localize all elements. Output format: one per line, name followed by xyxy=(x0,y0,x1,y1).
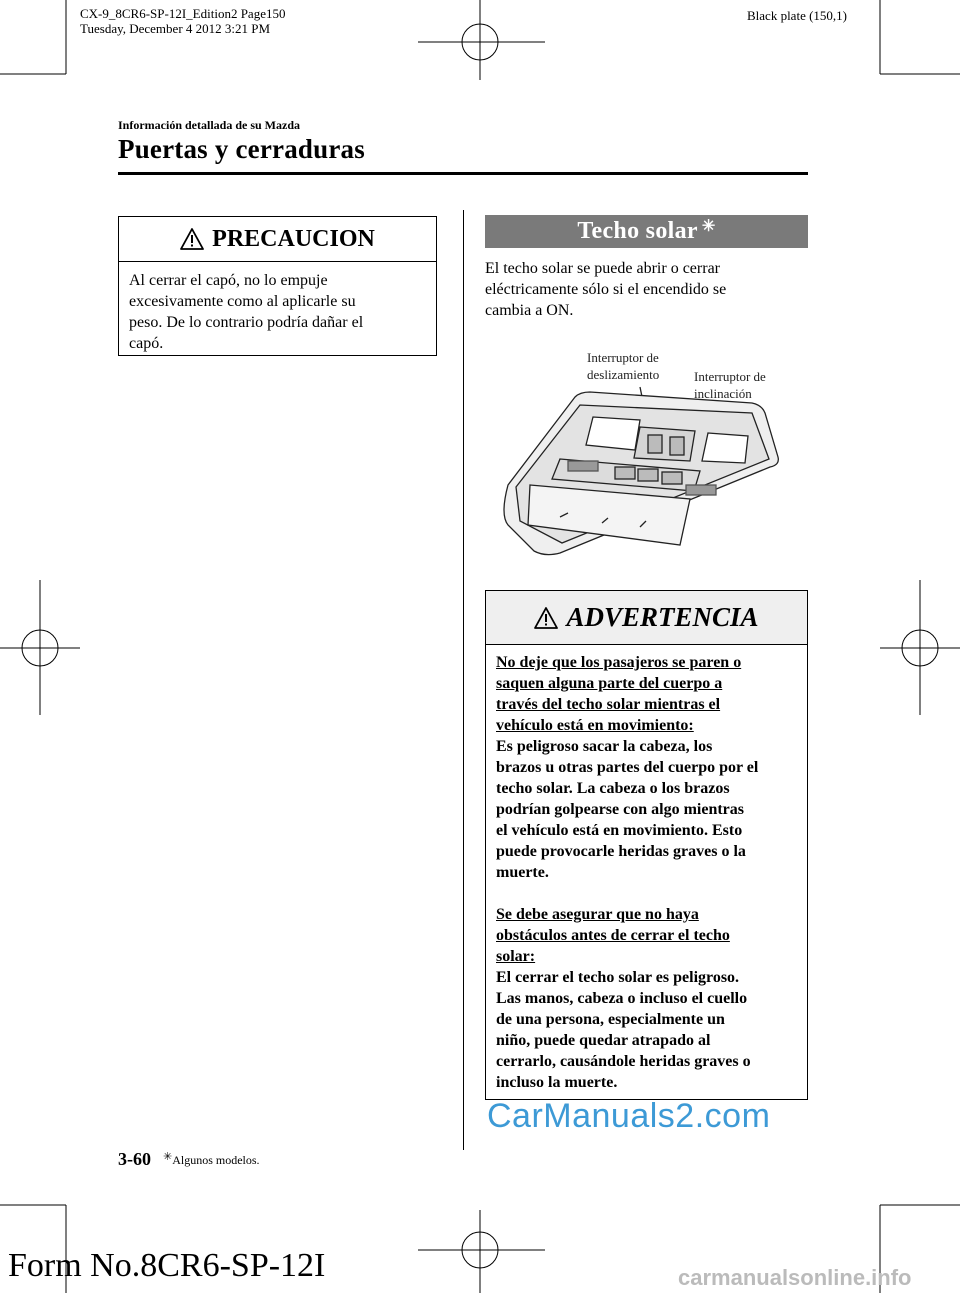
warning-heading-line: No deje que los pasajeros se paren o xyxy=(496,654,742,671)
warning-text-line: incluso la muerte. xyxy=(496,1074,618,1091)
paragraph-spacer xyxy=(496,883,797,904)
warning-body xyxy=(486,645,807,1100)
caution-line: excesivamente como al aplicarle su xyxy=(129,293,356,310)
warning-text-line: puede provocarle heridas graves o la xyxy=(496,843,746,860)
asterisk-icon: ✳ xyxy=(701,217,716,235)
callout-line: Interruptor de xyxy=(587,350,659,365)
warning-header xyxy=(486,591,807,645)
warning-triangle-icon xyxy=(180,228,204,250)
warning-box xyxy=(485,590,808,1100)
page-number: 3-60 xyxy=(118,1149,151,1169)
warning-heading-line: Se debe asegurar que no haya xyxy=(496,906,699,923)
print-header xyxy=(80,6,285,36)
warning-text-line: muerte. xyxy=(496,864,549,881)
warning-text-line: Las manos, cabeza o incluso el cuello xyxy=(496,990,748,1007)
warning-text-line: cerrarlo, causándole heridas graves o xyxy=(496,1053,751,1070)
watermark-link[interactable]: CarManuals2.com xyxy=(487,1097,771,1135)
warning-title: ADVERTENCIA xyxy=(566,602,759,632)
site-watermark[interactable]: carmanualsonline.info xyxy=(678,1265,912,1290)
warning-triangle-icon xyxy=(534,607,558,629)
caution-body xyxy=(119,262,436,362)
warning-heading-line: saquen alguna parte del cuerpo a xyxy=(496,675,723,692)
caution-title: PRECAUCION xyxy=(212,225,375,252)
warning-text-line: techo solar. La cabeza o los brazos xyxy=(496,780,730,797)
warning-heading-line: solar: xyxy=(496,948,536,965)
caution-box xyxy=(118,216,437,356)
page-title: Puertas y cerraduras xyxy=(118,134,365,164)
overhead-console-illustration xyxy=(490,375,790,575)
sunroof-line: El techo solar se puede abrir o cerrar xyxy=(485,260,720,277)
sunroof-title: Techo solar xyxy=(577,218,698,244)
warning-text-line: Es peligroso sacar la cabeza, los xyxy=(496,738,713,755)
warning-text-line: niño, puede quedar atrapado al xyxy=(496,1032,711,1049)
form-number: Form No.8CR6-SP-12I xyxy=(8,1247,326,1284)
plate-info: Black plate (150,1) xyxy=(747,8,847,23)
caution-header xyxy=(119,217,436,262)
sunroof-line: eléctricamente sólo si el encendido se xyxy=(485,281,727,298)
warning-heading-line: vehículo está en movimiento: xyxy=(496,717,694,734)
callout-line: deslizamiento xyxy=(587,367,660,382)
warning-heading-line: obstáculos antes de cerrar el techo xyxy=(496,927,730,944)
callout-line: inclinación xyxy=(694,386,752,401)
title-rule xyxy=(118,172,808,175)
warning-text-line: de una persona, especialmente un xyxy=(496,1011,725,1028)
warning-text-line: el vehículo está en movimiento. Esto xyxy=(496,822,743,839)
warning-heading-line: través del techo solar mientras el xyxy=(496,696,721,713)
sunroof-heading xyxy=(485,215,808,248)
print-header-line1: CX-9_8CR6-SP-12I_Edition2 Page150 xyxy=(80,6,286,21)
callout-line: Interruptor de xyxy=(694,369,766,384)
warning-text-line: podrían golpearse con algo mientras xyxy=(496,801,744,818)
footnote xyxy=(163,1153,260,1168)
asterisk-icon: ✳ xyxy=(163,1151,173,1163)
sunroof-description xyxy=(485,258,805,321)
section-label: Información detallada de su Mazda xyxy=(118,118,301,132)
print-header-line2: Tuesday, December 4 2012 3:21 PM xyxy=(80,21,271,36)
warning-text-line: El cerrar el techo solar es peligroso. xyxy=(496,969,740,986)
warning-text-line: brazos u otras partes del cuerpo por el xyxy=(496,759,759,776)
caution-line: capó. xyxy=(129,335,164,352)
sunroof-line: cambia a ON. xyxy=(485,302,574,319)
footnote-text: Algunos modelos. xyxy=(172,1153,260,1167)
column-divider xyxy=(463,210,464,1150)
caution-line: Al cerrar el capó, no lo empuje xyxy=(129,272,328,289)
caution-line: peso. De lo contrario podría dañar el xyxy=(129,314,364,331)
